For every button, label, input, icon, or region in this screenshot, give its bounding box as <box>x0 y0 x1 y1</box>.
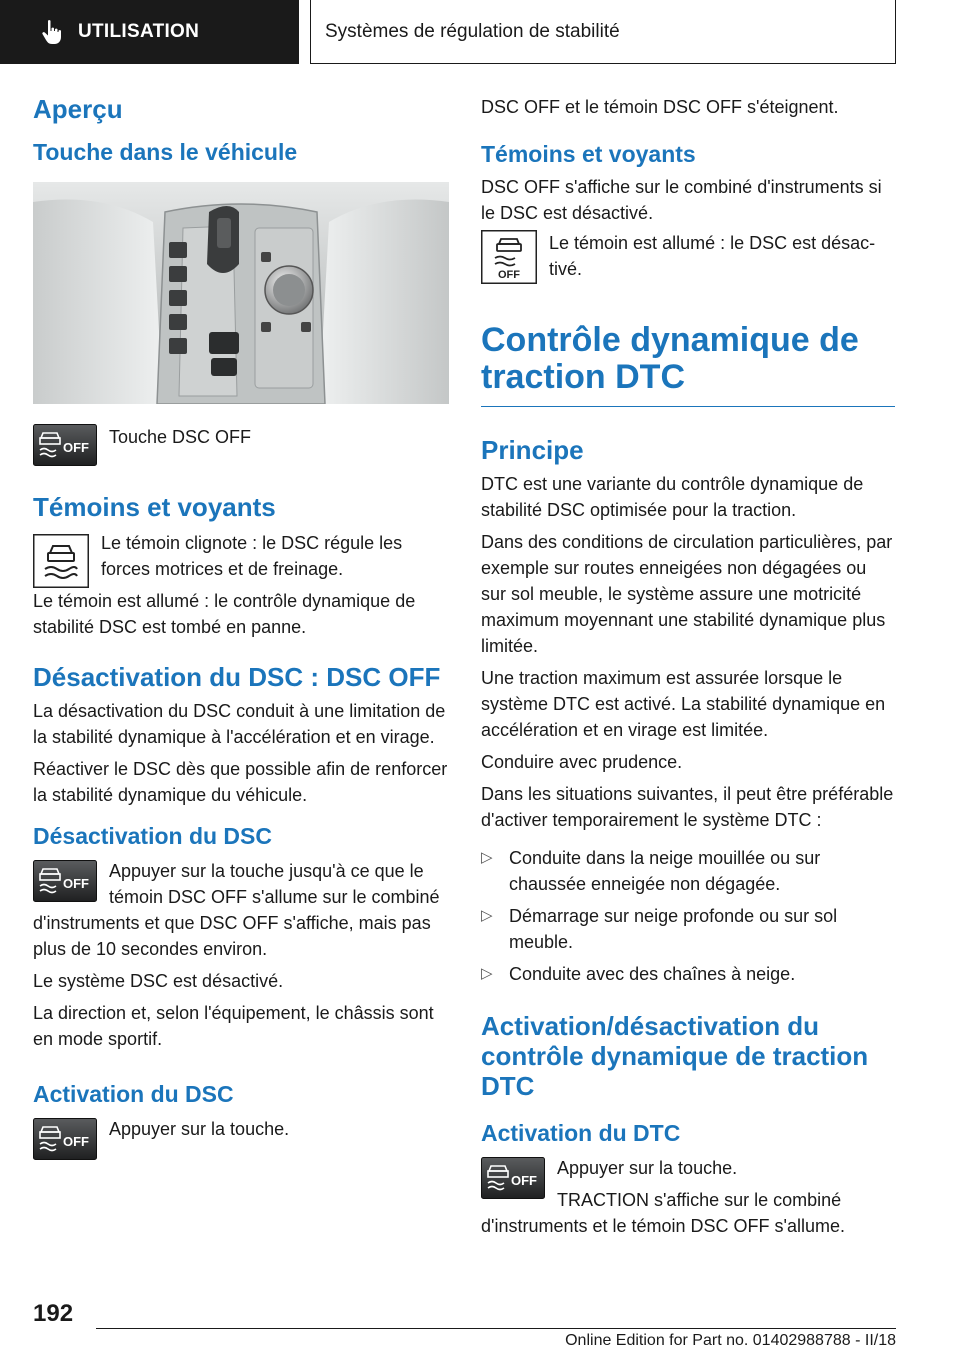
desact-sub-p3: La direction et, selon l'équipement, le châssis sont en mode sportif. <box>33 1003 434 1049</box>
bullet-icon: ▷ <box>481 849 493 866</box>
heading-touche: Touche dans le véhicule <box>33 139 298 165</box>
principe-p5: Dans les situations suivantes, il peut être préférable d'activer temporairement le système DTC : <box>481 784 894 830</box>
dsc-off-button-icon <box>33 860 97 902</box>
bullet-icon: ▷ <box>481 965 493 982</box>
act-dtc-p1: Appuyer sur la touche. <box>557 1158 738 1178</box>
svg-text:OFF: OFF <box>498 269 520 281</box>
dsc-off-button-icon <box>33 1118 97 1160</box>
dsc-off-button-icon <box>33 424 97 466</box>
temoins-right-p1: DSC OFF s'affiche sur le combiné d'instruments si le DSC est désactivé. <box>481 177 882 223</box>
heading-rule <box>481 406 895 407</box>
footer-rule <box>96 1328 896 1329</box>
principe-p1: DTC est une variante du contrôle dynamique de stabilité DSC optimisée pour la traction. <box>481 474 864 520</box>
heading-desact-sub: Désactivation du DSC <box>33 823 272 849</box>
page-number: 192 <box>33 1300 74 1327</box>
temoins-p2: Le témoin est allumé : le contrôle dynamique de stabilité DSC est tombé en panne. <box>33 591 416 637</box>
section-title: UTILISATION <box>78 21 200 42</box>
desact-p1: La désactivation du DSC conduit à une limitation de la stabilité dynamique à l'accélération et en virage. <box>33 701 446 747</box>
temoins-right-p2: Le témoin est allumé : le DSC est désactivé. <box>549 233 876 279</box>
heading-desactivation: Désactivation du DSC : DSC OFF <box>33 662 441 692</box>
bullet-icon: ▷ <box>481 907 493 924</box>
desact-p2: Réactiver le DSC dès que possible afin de renforcer la stabilité dynamique du véhicule. <box>33 759 448 805</box>
chapter-header <box>310 0 896 64</box>
act-row <box>33 1116 449 1160</box>
heading-principe: Principe <box>481 435 584 465</box>
right-column <box>481 94 895 1245</box>
heading-temoins-right: Témoins et voyants <box>481 141 696 167</box>
continued-text: DSC OFF et le témoin DSC OFF s'éteignent. <box>481 97 839 117</box>
dsc-warning-indicator-icon <box>33 534 89 588</box>
act-dtc-row <box>481 1155 895 1245</box>
button-caption-row <box>33 424 449 466</box>
svg-text:OFF: OFF <box>511 1173 537 1188</box>
footer-edition: Online Edition for Part no. 01402988788 - II/18 <box>565 1332 896 1349</box>
act-dtc-p2: TRACTION s'affiche sur le combiné d'instruments et le témoin DSC OFF s'allume. <box>481 1190 845 1236</box>
list-item: ▷ Conduite avec des chaînes à neige. <box>481 961 895 987</box>
section-tab <box>0 0 299 64</box>
chapter-title: Systèmes de régulation de stabilité <box>325 20 620 42</box>
heading-dtc: Contrôle dynamique de traction DTC <box>481 321 859 396</box>
desact-sub-p2: Le système DSC est désactivé. <box>33 971 284 991</box>
left-column <box>33 94 449 1160</box>
dsc-off-indicator-icon <box>481 230 537 284</box>
dsc-off-button-icon <box>481 1157 545 1199</box>
principe-p4: Conduire avec prudence. <box>481 752 683 772</box>
desact-row <box>33 858 449 968</box>
list-item: ▷ Démarrage sur neige profonde ou sur sol meuble. <box>481 903 895 955</box>
temoins-p1: Le témoin clignote : le DSC régule les forces motrices et de freinage. <box>101 533 403 579</box>
act-p1: Appuyer sur la touche. <box>109 1119 290 1139</box>
principe-p2: Dans des conditions de circulation particulières, par exemple sur routes enneigées non dégagées ou sur sol meuble, le système assure une motricité maximum moyennant une stabilité dynamique plus limitée. <box>481 532 893 656</box>
heading-actdes-dtc: Activation/désactivation du contrôle dynamique de traction DTC <box>481 1011 869 1101</box>
temoins-row <box>33 530 449 646</box>
temoins-right-row <box>481 230 895 288</box>
heading-activation-dtc: Activation du DTC <box>481 1120 681 1146</box>
svg-text:OFF: OFF <box>63 440 89 455</box>
situations-list <box>481 845 895 987</box>
desact-sub-p1: Appuyer sur la touche jusqu'à ce que le témoin DSC OFF s'allume sur le combiné d'instruments et que DSC OFF s'affiche, mais pas plus de 10 secondes environ. <box>33 861 440 959</box>
heading-temoins: Témoins et voyants <box>33 492 276 522</box>
hand-pointer-icon <box>38 18 66 46</box>
heading-activation-dsc: Activation du DSC <box>33 1081 234 1107</box>
svg-text:OFF: OFF <box>63 1134 89 1149</box>
svg-text:OFF: OFF <box>63 876 89 891</box>
heading-apercu: Aperçu <box>33 94 123 124</box>
list-item: ▷ Conduite dans la neige mouillée ou sur chaussée enneigée non dégagée. <box>481 845 895 897</box>
touche-caption: Touche DSC OFF <box>109 427 252 447</box>
principe-p3: Une traction maximum est assurée lorsque le système DTC est activé. La stabilité dynamique en accélération et en virage est limitée. <box>481 668 886 740</box>
center-console-photo <box>33 182 449 404</box>
